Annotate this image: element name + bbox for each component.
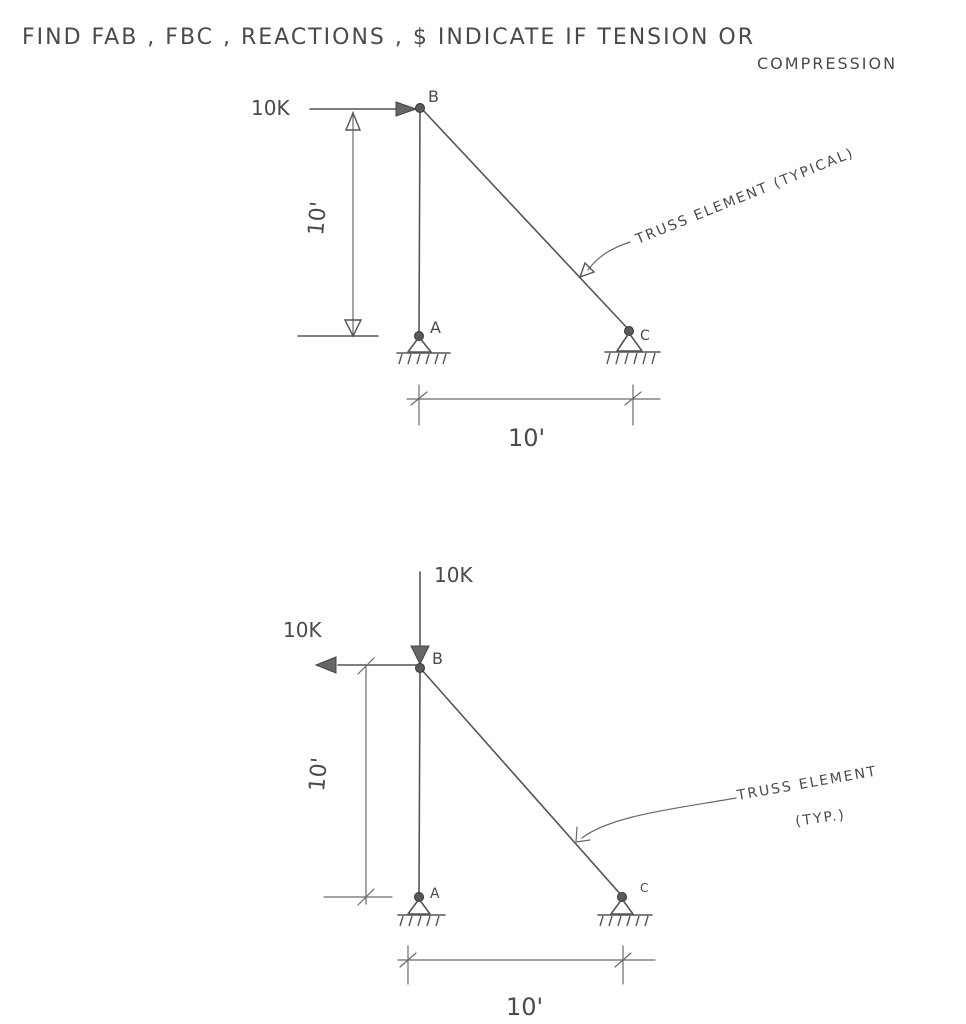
node-b-2-pin <box>416 664 425 673</box>
node-c-2-label: C <box>640 881 649 895</box>
support-c-2 <box>598 899 652 926</box>
height-dimension-2 <box>324 658 392 905</box>
member-bc-2 <box>421 669 622 896</box>
node-b-2-label: B <box>432 649 443 668</box>
horizontal-load-head <box>316 657 336 673</box>
problem-statement-line-1: FIND FAB , FBC , REACTIONS , $ INDICATE IF TENSION OR <box>22 25 755 50</box>
member-ab-1 <box>419 108 420 334</box>
span-label-1: 10' <box>508 424 546 452</box>
node-b-1-pin <box>416 104 425 113</box>
member-bc-1 <box>421 108 630 331</box>
height-label-2: 10' <box>305 756 333 793</box>
problem-statement <box>22 25 897 73</box>
element-note-2-line-1: TRUSS ELEMENT <box>735 763 879 804</box>
element-callout-1 <box>580 242 630 277</box>
node-a-1-pin <box>415 332 424 341</box>
load-arrow-1-head <box>396 102 416 116</box>
element-note-1: TRUSS ELEMENT (TYPICAL) <box>633 145 857 248</box>
vertical-load-head <box>411 646 429 664</box>
support-a-1 <box>397 337 450 364</box>
load-label-1: 10K <box>251 96 290 120</box>
element-callout-2 <box>576 798 736 842</box>
member-ab-2 <box>419 668 420 895</box>
support-a-2 <box>398 899 445 926</box>
span-dimension-1 <box>407 385 660 425</box>
node-a-1-label: A <box>430 318 441 337</box>
problem-statement-line-2: COMPRESSION <box>757 54 898 73</box>
vertical-load-label: 10K <box>434 563 473 587</box>
support-c-1 <box>605 333 660 364</box>
span-label-2: 10' <box>506 993 544 1021</box>
node-a-2-label: A <box>430 886 440 902</box>
span-dimension-2 <box>398 946 655 984</box>
height-label-1: 10' <box>304 200 332 237</box>
horizontal-load-label: 10K <box>283 618 322 642</box>
truss-diagram-2 <box>283 563 879 1021</box>
node-b-1-label: B <box>428 87 439 106</box>
truss-diagram-1 <box>251 87 857 452</box>
element-note-2-line-2: (TYP.) <box>794 807 847 830</box>
node-c-1-label: C <box>640 328 650 344</box>
